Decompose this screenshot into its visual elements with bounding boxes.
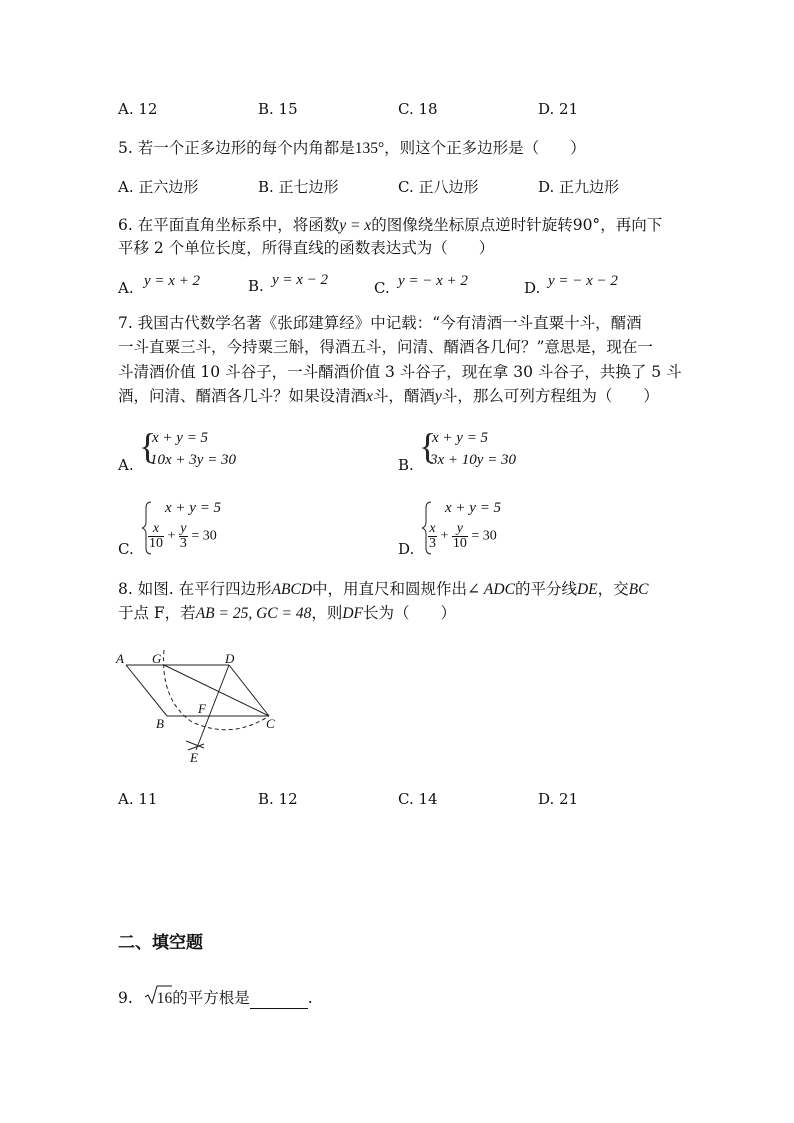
q6-option-a-expr: y = x + 2 — [144, 273, 201, 289]
q6-option-a-label: A. — [118, 279, 134, 297]
q8-parallelogram-figure — [112, 640, 292, 770]
q7-c-den2: 3 — [179, 536, 187, 551]
q8-text-d: ，交 — [597, 580, 629, 598]
label-g: G — [152, 651, 162, 666]
q5-option-b: B. 正七边形 — [258, 178, 339, 196]
q8-text-e: 于点 F，若 — [118, 604, 196, 622]
q9-end: . — [307, 989, 313, 1007]
q7-c-num1: x — [148, 522, 164, 537]
q4-option-c: C. 18 — [398, 100, 438, 118]
q8-line1 — [118, 579, 648, 600]
q5-option-d: D. 正九边形 — [538, 178, 620, 196]
segment-dc — [229, 665, 269, 716]
q8-line2 — [118, 603, 456, 624]
q6-option-b-label: B. — [248, 277, 264, 295]
q5-angle: 135° — [354, 140, 385, 157]
brace-icon: { — [139, 426, 157, 466]
label-e: E — [190, 750, 198, 765]
label-d: D — [225, 651, 235, 666]
q8-option-a: A. 11 — [118, 790, 158, 808]
q5-stem — [118, 138, 586, 159]
brace-icon: { — [419, 426, 437, 466]
q8-text-f: ，则 — [311, 604, 343, 622]
q8-option-c: C. 14 — [398, 790, 438, 808]
segment-gc — [164, 665, 269, 716]
q8-option-d: D. 21 — [538, 790, 579, 808]
q9-line — [118, 988, 313, 1009]
q4-option-a: A. 12 — [118, 100, 158, 118]
label-b: B — [156, 716, 164, 731]
q7-option-c-label: C. — [118, 540, 134, 558]
q7-line2: 一斗直粟三斗，今持粟三斛，得酒五斗，问清、醑酒各几何？”意思是，现在一 — [118, 338, 653, 356]
q8-text-a: 8. 如图. 在平行四边形 — [118, 580, 272, 598]
q5-option-c: C. 正八边形 — [398, 178, 479, 196]
q7-line3: 斗清酒价值 10 斗谷子，一斗醑酒价值 3 斗谷子，现在拿 30 斗谷子，共换了 5 斗 — [118, 363, 682, 381]
q5-option-a: A. 正六边形 — [118, 178, 199, 196]
q6-angle: 90° — [572, 216, 601, 234]
q8-df: DF — [342, 605, 364, 622]
q7-b-eq1: x + y = 5 — [432, 430, 489, 446]
q8-text-b: 中，用直尺和圆规作出 — [312, 580, 468, 598]
label-f: F — [198, 701, 206, 716]
q7-text-c: 斗，那么可列方程组为（ ） — [441, 387, 659, 405]
q7-c-num2: y — [180, 521, 187, 536]
q7-d-den1: 3 — [429, 536, 436, 551]
q7-option-a-label: A. — [118, 456, 134, 474]
q7-var-x: x — [366, 388, 373, 405]
q9-sqrt — [144, 988, 173, 1009]
q8-text-g: 长为（ ） — [363, 604, 457, 622]
q7-c-den1: 10 — [149, 536, 163, 551]
q6-option-b-expr: y = x − 2 — [272, 272, 329, 288]
q6-func: y = x — [339, 217, 372, 234]
q4-option-b: B. 15 — [258, 100, 298, 118]
q7-text-a: 酒，问清、醑酒各几斗？如果设清酒 — [118, 387, 367, 405]
q6-option-c-label: C. — [374, 279, 390, 297]
q7-c-eq1: x + y = 5 — [165, 500, 222, 516]
q7-option-d-label: D. — [398, 540, 415, 558]
q7-d-num2: y — [452, 522, 468, 537]
section-title: 二、填空题 — [118, 933, 203, 953]
q7-d-den2: 10 — [452, 536, 467, 551]
q6-option-d-expr: y = − x − 2 — [548, 273, 618, 289]
q9-radicand: 16 — [156, 990, 173, 1007]
segment-ab — [126, 665, 167, 716]
label-c: C — [266, 716, 275, 731]
q5-stem-a: 5. 若一个正多边形的每个内角都是 — [118, 139, 355, 157]
q4-option-d: D. 21 — [538, 100, 579, 118]
q8-angle-adc: ∠ ADC — [467, 581, 515, 598]
q6-option-c-expr: y = − x + 2 — [398, 273, 468, 289]
q7-d-num1: x — [429, 521, 436, 536]
q7-d-rhs: = 30 — [471, 528, 497, 544]
radical-sign-icon — [144, 984, 172, 1006]
q7-b-eq2: 3x + 10y = 30 — [430, 452, 517, 468]
q7-text-b: 斗，醑酒 — [372, 387, 435, 405]
q8-option-b: B. 12 — [258, 790, 298, 808]
answer-blank[interactable] — [250, 992, 308, 1009]
q7-option-b-label: B. — [398, 456, 414, 474]
q6-text-c: ，再向下 — [600, 216, 663, 234]
q8-de: DE — [576, 581, 598, 598]
q7-line4 — [118, 386, 659, 407]
q7-c-eq2: $\frac{x}{10}$ + $\frac{y}{3}$ = 30 — [149, 521, 217, 551]
q9-number: 9. — [118, 989, 133, 1007]
q6-option-d-label: D. — [524, 279, 541, 297]
q8-abcd: ABCD — [271, 581, 313, 598]
q7-d-eq1: x + y = 5 — [445, 500, 502, 516]
q5-stem-b: ，则这个正多边形是（ ） — [384, 139, 586, 157]
q6-line1 — [118, 215, 662, 236]
q7-a-eq2: 10x + 3y = 30 — [150, 452, 237, 468]
q8-bc: BC — [628, 581, 649, 598]
q7-c-rhs: = 30 — [191, 528, 217, 544]
q6-text-b: 的图像绕坐标原点逆时针旋转 — [371, 216, 573, 234]
q6-text-a: 6. 在平面直角坐标系中，将函数 — [118, 216, 340, 234]
label-a: A — [116, 651, 124, 666]
q9-text: 的平方根是 — [172, 989, 250, 1007]
q6-line2: 平移 2 个单位长度，所得直线的函数表达式为（ ） — [118, 239, 495, 257]
q7-d-eq2: $\frac{x}{3}$ + $\frac{y}{10}$ = 30 — [429, 521, 497, 551]
q8-given: AB = 25, GC = 48 — [195, 605, 312, 622]
q7-line1: 7. 我国古代数学名著《张邱建算经》中记载：“今有清酒一斗直粟十斗，醑酒 — [118, 314, 642, 332]
q7-a-eq1: x + y = 5 — [152, 430, 209, 446]
q8-text-c: 的平分线 — [514, 580, 577, 598]
q7-var-y: y — [434, 388, 442, 405]
